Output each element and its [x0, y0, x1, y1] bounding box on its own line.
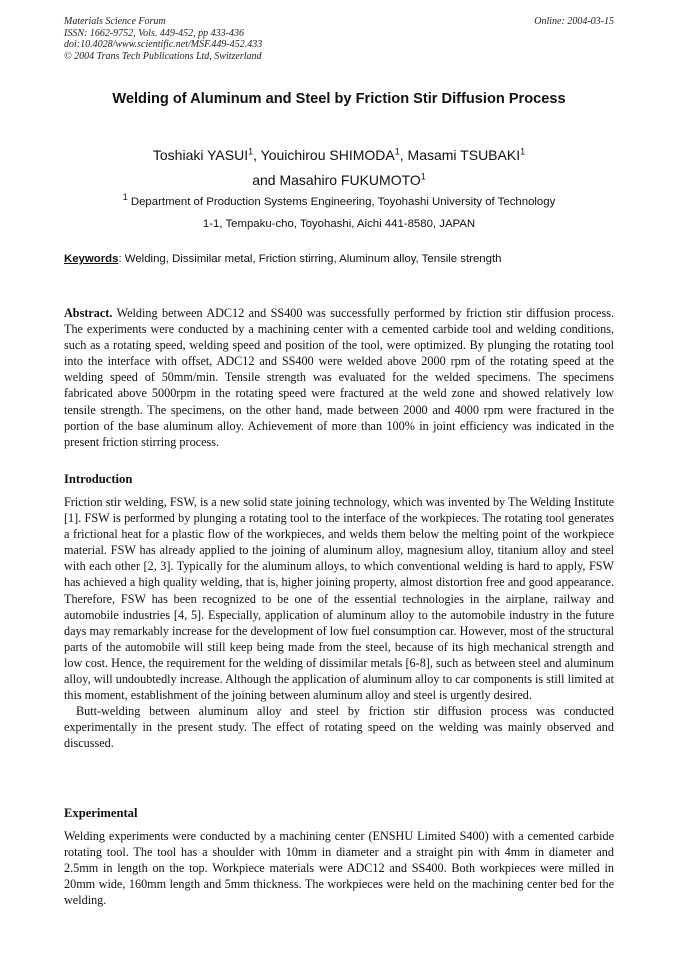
author-name: Youichirou SHIMODA: [260, 147, 395, 163]
author-and: and: [252, 172, 276, 188]
author-affil-mark: 1: [420, 171, 426, 182]
keywords-label: Keywords: [64, 253, 119, 265]
author-name: Masahiro FUKUMOTO: [279, 172, 421, 188]
doi-line[interactable]: doi:10.4028/www.scientific.net/MSF.449-452.433: [64, 39, 263, 50]
affiliation-address: 1-1, Tempaku-cho, Toyohashi, Aichi 441-8580, JAPAN: [202, 218, 476, 230]
keywords-text: Welding, Dissimilar metal, Friction stirring, Aluminum alloy, Tensile strength: [124, 253, 502, 265]
author-line-2: [40, 170, 638, 191]
journal-header: [64, 16, 262, 62]
author-affil-mark: 1: [394, 146, 400, 157]
experimental-paragraph-1: Welding experiments were conducted by a machining center (ENSHU Limited S400) with a cemented carbide rotating tool. The tool has a shoulder with 10mm in diameter and a straight pin with 4mm in diameter and 2.5mm in length on the top. Workpiece materials were ADC12 and SS400. Both workpieces were milled in 20mm wide, 160mm length and 5mm thickness. The workpieces were held on the machining center bed for the welding.: [64, 829, 614, 908]
author-affil-mark: 1: [520, 146, 526, 157]
introduction-body: [64, 494, 614, 752]
abstract-text: Welding between ADC12 and SS400 was successfully performed by friction stir diffusion process. The experiments were conducted by a machining center with a cemented carbide tool and welding conditions, such as a rotating speed, welding speed and position of the tool, were optimized. By plunging the rotating tool into the interface with offset, ADC12 and SS400 were welded above 2000 rpm of the rotating speed at the welding speed of 50mm/min. Tensile strength was evaluated for the welded specimens. The specimens fabricated above 5000rpm in the rotating speed were fractured at the weld zone and showed relatively low tensile strength. The specimens, on the other hand, made between 2000 and 4000 rpm were fractured in the portion of the base aluminum alloy. Achievement of more than 100% in joint efficiency was indicated in the present friction stirring process.: [64, 306, 614, 449]
keywords: Keywords: Welding, Dissimilar metal, Friction stirring, Aluminum alloy, Tensile strength: [64, 253, 502, 265]
section-heading-introduction: Introduction: [64, 472, 133, 486]
online-date: Online: 2004-03-15: [534, 16, 614, 27]
abstract: [64, 305, 614, 450]
introduction-paragraph-2: Butt-welding between aluminum alloy and steel by friction stir diffusion process was conducted experimentally in the present study. The effect of rotating speed on the welding was mainly observed and discussed.: [64, 704, 614, 751]
affiliation-dept: [40, 192, 638, 208]
copyright-line: © 2004 Trans Tech Publications Ltd, Switzerland: [64, 50, 262, 62]
author-affil-mark: 1: [248, 146, 254, 157]
abstract-label: Abstract.: [64, 306, 113, 320]
affiliation-dept-text: Department of Production Systems Engineering, Toyohashi University of Technology: [130, 196, 556, 208]
author-name: Masami TSUBAKI: [407, 147, 521, 163]
journal-name: Materials Science Forum: [64, 16, 166, 27]
author-name: Toshiaki YASUI: [152, 147, 249, 163]
author-line-1: Toshiaki YASUI$^1$, Youichirou SHIMODA$^1$, Masami TSUBAKI$^1$: [152, 146, 526, 163]
issn-line: ISSN: 1662-9752, Vols. 449-452, pp 433-436: [64, 27, 244, 39]
introduction-paragraph-1: Friction stir welding, FSW, is a new solid state joining technology, which was invented by The Welding Institute [1]. FSW is performed by plunging a rotating tool to the interface of the workpieces. The rotating tool generates a frictional heat for a plastic flow of the workpieces, and welds them below the melting point of the workpiece material. FSW has already applied to the joining of aluminum alloy, magnesium alloy, titanium alloy and steel with each other [2, 3]. Typically for the aluminum alloys, to which conventional welding is hard to apply, FSW has achieved a high quality welding, that is, higher joining property, almost distortion free and good appearance. Therefore, FSW has been recognized to be one of the essential technologies in the airplane, railway and automobile industries [4, 5]. Especially, application of aluminum alloy to the automobile industry in the future days may remarkably increase for the development of low fuel consumption car. However, most of the structural parts of the automobile will still keep being made from the steel, because of its high mechanical strength and low cost. Hence, the requirement for the welding of dissimilar metals [6-8], such as between steel and aluminum alloy, will undoubtedly increase. Although the application of aluminum alloy to car components is still limited at this moment, establishment of the joining between aluminum alloy and steel is urgently desired.: [64, 495, 614, 703]
affiliation-mark: 1: [122, 192, 128, 203]
section-heading-experimental: Experimental: [64, 806, 138, 820]
paper-title: Welding of Aluminum and Steel by Friction Stir Diffusion Process: [112, 91, 566, 107]
